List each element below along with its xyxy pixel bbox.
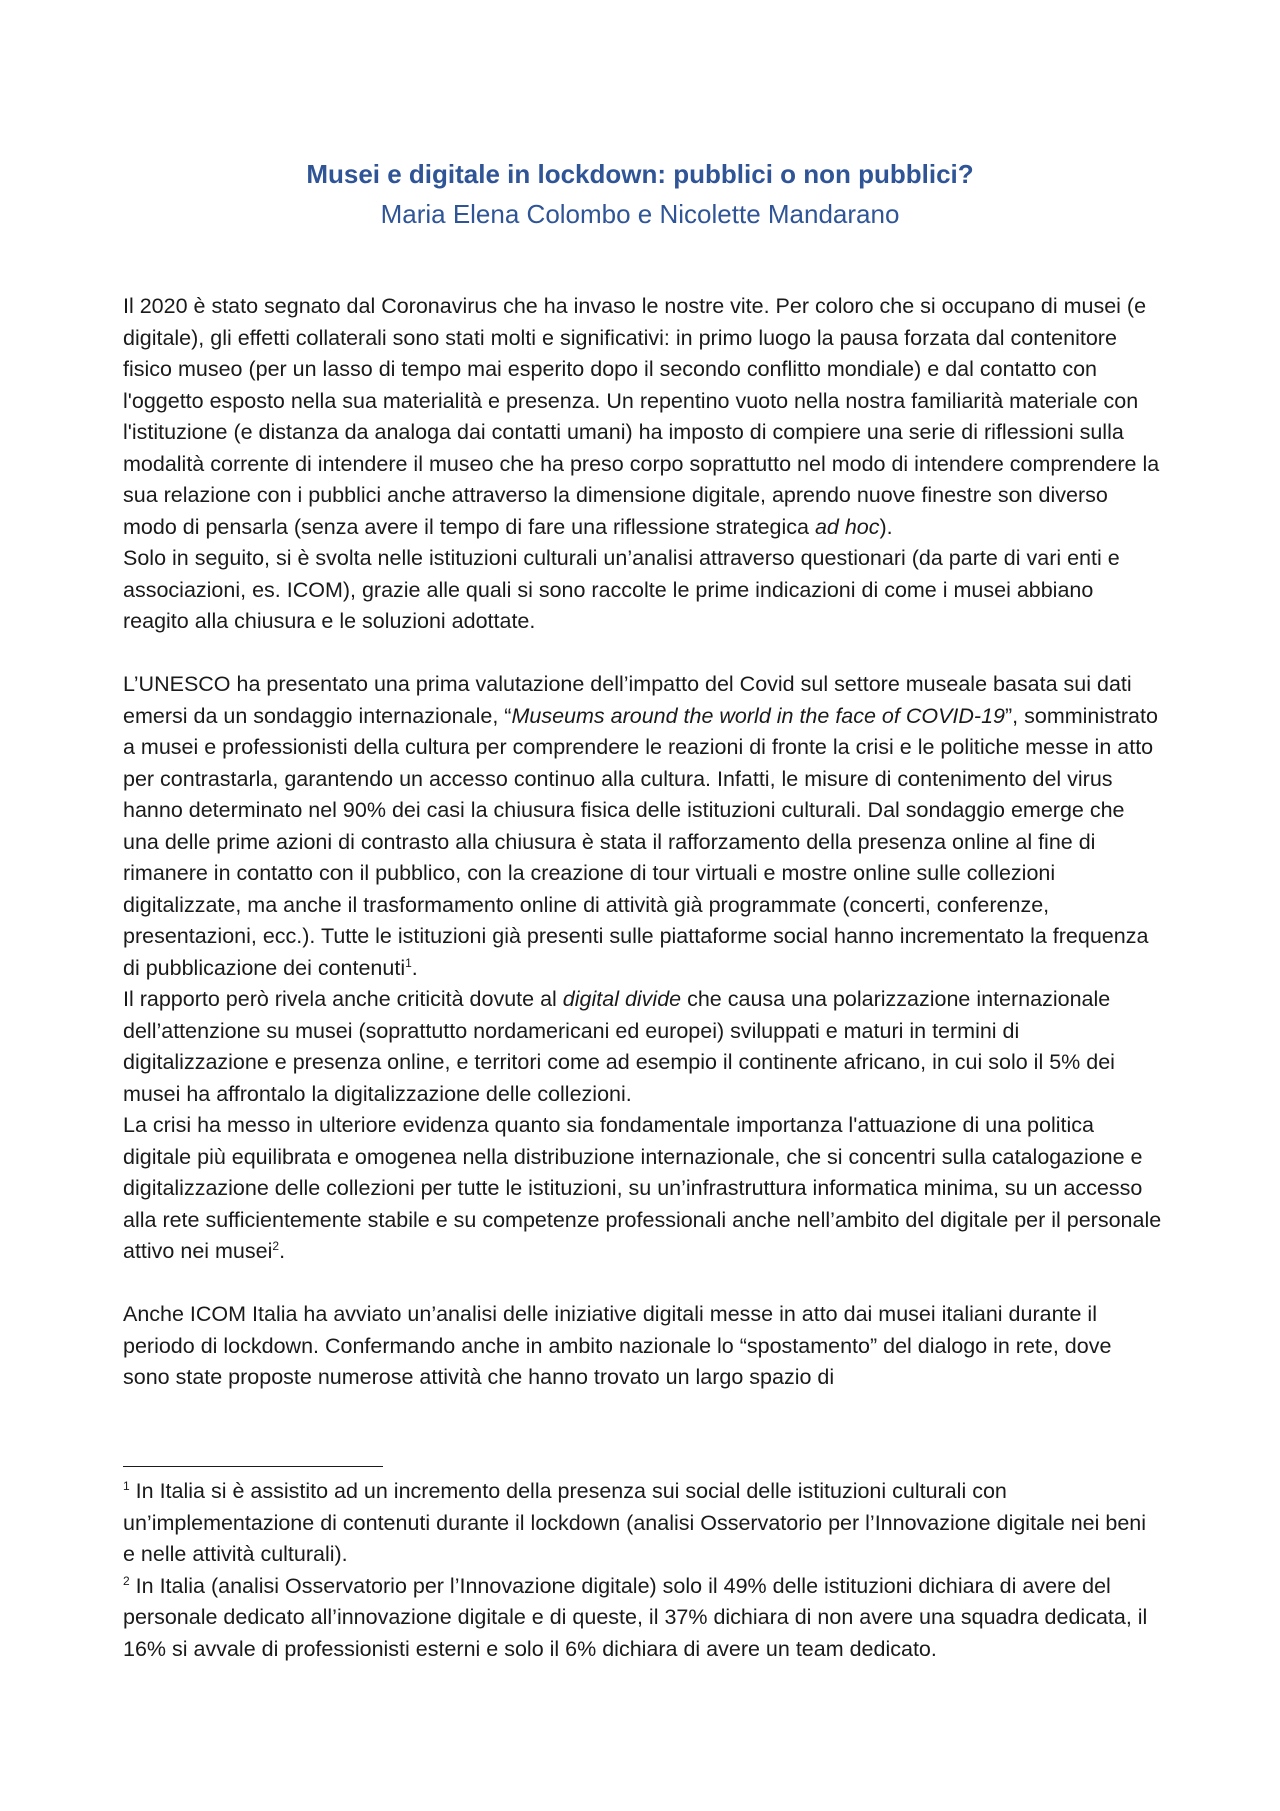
body-text bbox=[123, 291, 1163, 1394]
document-title: Musei e digitale in lockdown: pubblici o non pubblici? bbox=[306, 159, 974, 189]
footnote-1-mark: 1 bbox=[123, 1478, 130, 1493]
footnote-separator bbox=[123, 1466, 383, 1467]
paragraph-1-end: ). bbox=[879, 514, 893, 539]
paragraph-2: Solo in seguito, si è svolta nelle istituzioni culturali un’analisi attraverso questionari (da parte di vari enti e associazioni, es. ICOM), grazie alle quali si sono raccolte le prime indicazioni di come i musei abbiano reagito alla chiusura e le soluzioni adottate. bbox=[123, 546, 1120, 633]
footnote-2-text: In Italia (analisi Osservatorio per l’Innovazione digitale) solo il 49% delle istituzioni dichiara di avere del personale dedicato all’innovazione digitale e di queste, il 37% dichiara di non avere una squadra dedicata, il 16% si avvale di professionisti esterni e solo il 6% dichiara di avere un team dedicato. bbox=[123, 1573, 1148, 1661]
paragraph-3-end: ”, somministrato a musei e professionisti della cultura per comprendere le reazioni di fronte la crisi e le politiche messe in atto per contrastarla, garantendo un accesso continuo alla cultura. Infatti, le misure di contenimento del virus hanno determinato nel 90% dei casi la chiusura fisica delle istituzioni culturali. Dal sondaggio emerge che una delle prime azioni di contrasto alla chiusura è stata il rafforzamento della presenza online al fine di rimanere in contatto con il pubblico, con la creazione di tour virtuali e mostre online sulle collezioni digitalizzate, ma anche il trasformamento online di attività già programmate (concerti, conferenze, presentazioni, ecc.). Tutte le istituzioni già presenti sulle piattaforme social hanno incrementato la frequenza di pubblicazione dei contenuti bbox=[123, 703, 1158, 980]
paragraph-3 bbox=[123, 669, 1163, 984]
paragraph-4-start: Il rapporto però rivela anche criticità dovute al bbox=[123, 987, 563, 1011]
footnote-2 bbox=[123, 1571, 1163, 1666]
footnote-ref-2[interactable]: 2 bbox=[272, 1238, 280, 1253]
paragraph-5 bbox=[123, 1110, 1163, 1268]
paragraph-4-italic: digital divide bbox=[562, 987, 682, 1011]
paragraph-1 bbox=[123, 291, 1163, 543]
footnote-ref-1[interactable]: 1 bbox=[405, 955, 412, 970]
paragraph-gap bbox=[123, 638, 1163, 670]
title-block bbox=[123, 154, 1157, 234]
paragraph-3-period: . bbox=[411, 955, 418, 980]
paragraph-6: Anche ICOM Italia ha avviato un’analisi delle iniziative digitali messe in atto dai musei italiani durante il periodo di lockdown. Confermando anche in ambito nazionale lo “spostamento” del dialogo in rete, dove sono state proposte numerose attività che hanno trovato un largo spazio di bbox=[123, 1302, 1112, 1389]
paragraph-gap bbox=[123, 1268, 1163, 1300]
footnote-2-mark: 2 bbox=[123, 1573, 130, 1588]
paragraph-4-end: che causa una polarizzazione internazionale dell’attenzione su musei (soprattutto nordamericani ed europei) sviluppati e maturi in termini di digitalizzazione e presenza online, e territori come ad esempio il continente africano, in cui solo il 5% dei musei ha affrontalo la digitalizzazione delle collezioni. bbox=[123, 987, 1115, 1106]
paragraph-5-text: La crisi ha messo in ulteriore evidenza quanto sia fondamentale importanza l'attuazione di una politica digitale più equilibrata e omogenea nella distribuzione internazionale, che si concentri sulla catalogazione e digitalizzazione delle collezioni per tutte le istituzioni, su un’infrastruttura informatica minima, su un accesso alla rete sufficientemente stabile e su competenze professionali anche nell’ambito del digitale per il personale attivo nei musei bbox=[123, 1113, 1162, 1263]
paragraph-3-italic: Museums around the world in the face of COVID-19 bbox=[511, 703, 1005, 728]
paragraph-5-period: . bbox=[279, 1239, 286, 1263]
paragraph-4 bbox=[123, 984, 1163, 1110]
footnote-1-text: In Italia si è assistito ad un incremento della presenza sui social delle istituzioni culturali con un’implementazione di contenuti durante il lockdown (analisi Osservatorio per l’Innovazione digitale nei beni e nelle attività culturali). bbox=[123, 1479, 1147, 1566]
paragraph-3-start: L’UNESCO ha presentato una prima valutazione dell’impatto del Covid sul settore museale basata sui dati emersi da un sondaggio internazionale, “ bbox=[123, 672, 1132, 728]
footnotes bbox=[123, 1476, 1163, 1665]
footnote-1 bbox=[123, 1476, 1163, 1571]
paragraph-1-italic: ad hoc bbox=[814, 514, 880, 539]
document-authors: Maria Elena Colombo e Nicolette Mandarano bbox=[380, 199, 900, 229]
paragraph-1-text: Il 2020 è stato segnato dal Coronavirus che ha invaso le nostre vite. Per coloro che si occupano di musei (e digitale), gli effetti collaterali sono stati molti e significativi: in primo luogo la pausa forzata dal contenitore fisico museo (per un lasso di tempo mai esperito dopo il secondo conflitto mondiale) e dal contatto con l'oggetto esposto nella sua materialità e presenza. Un repentino vuoto nella nostra familiarità materiale con l'istituzione (e distanza da analoga dai contatti umani) ha imposto di compiere una serie di riflessioni sulla modalità corrente di intendere il museo che ha preso corpo soprattutto nel modo di intendere comprendere la sua relazione con i pubblici anche attraverso la dimensione digitale, aprendo nuove finestre son diverso modo di pensarla (senza avere il tempo di fare una riflessione strategica bbox=[123, 294, 1160, 539]
